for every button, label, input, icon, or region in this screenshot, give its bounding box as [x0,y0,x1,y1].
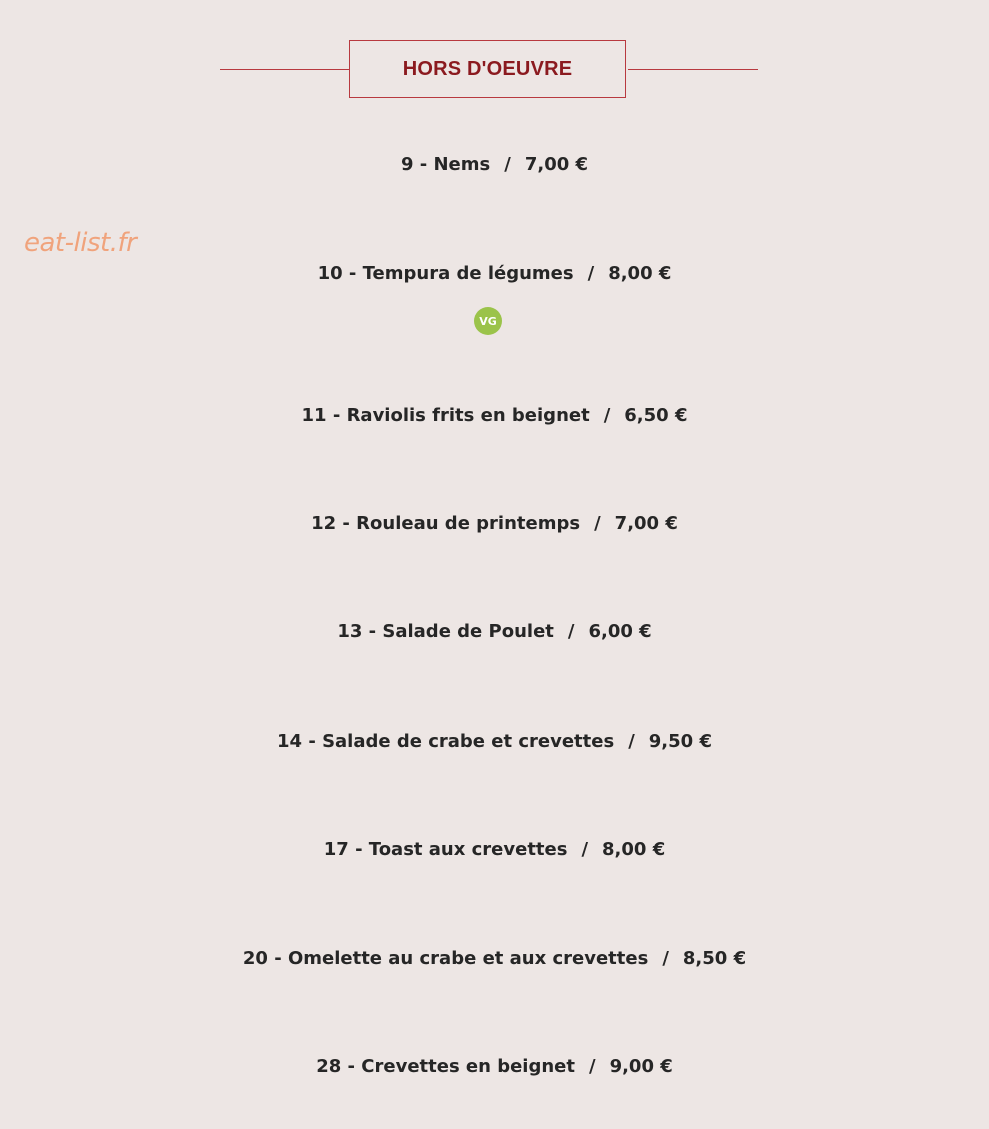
menu-item[interactable] [0,153,989,177]
menu-item[interactable] [0,730,989,754]
menu-item-separator: / [588,1056,596,1077]
menu-item[interactable] [0,1055,989,1079]
section-title-box [349,40,626,98]
menu-item-name: 13 - Salade de Poulet [337,621,554,642]
menu-item-separator: / [603,405,611,426]
vegetarian-badge-icon: VG [474,307,502,335]
menu-item-name: 11 - Raviolis frits en beignet [301,405,590,426]
menu-item-price: 9,50 € [648,731,712,752]
menu-item-name: 20 - Omelette au crabe et aux crevettes [242,948,649,969]
menu-item-name: 10 - Tempura de légumes [317,263,574,284]
menu-item-separator: / [628,731,635,752]
menu-item-name: 28 - Crevettes en beignet [316,1056,575,1077]
menu-item-separator: / [587,263,595,284]
header-line-right [628,69,758,70]
header-line-left [220,69,349,70]
menu-item-price: 8,00 € [608,263,672,284]
menu-item[interactable] [0,262,989,286]
menu-item[interactable] [0,512,989,536]
menu-item-name: 12 - Rouleau de printemps [311,513,581,534]
menu-item-separator: / [581,839,589,860]
section-header [220,40,758,100]
menu-item-price: 9,00 € [609,1056,673,1077]
menu-item-name: 17 - Toast aux crevettes [323,839,568,860]
menu-item-price: 7,00 € [524,154,589,175]
menu-item-separator: / [504,154,511,175]
menu-item-price: 6,50 € [624,405,688,426]
section-title: HORS D'OEUVRE [402,57,573,80]
menu-item-price: 8,00 € [602,839,666,860]
menu-item-name: 9 - Nems [400,154,491,175]
menu-item-price: 8,50 € [682,948,747,969]
menu-item-name: 14 - Salade de crabe et crevettes [277,731,615,752]
menu-item-separator: / [594,513,601,534]
menu-item-separator: / [567,621,575,642]
menu-item-price: 6,00 € [588,621,652,642]
menu-item-price: 7,00 € [614,513,678,534]
menu-item[interactable] [0,838,989,862]
menu-item-separator: / [662,948,669,969]
menu-item[interactable] [0,947,989,971]
watermark: eat-list.fr [24,228,137,258]
menu-item[interactable] [0,404,989,428]
menu-item[interactable] [0,620,989,644]
